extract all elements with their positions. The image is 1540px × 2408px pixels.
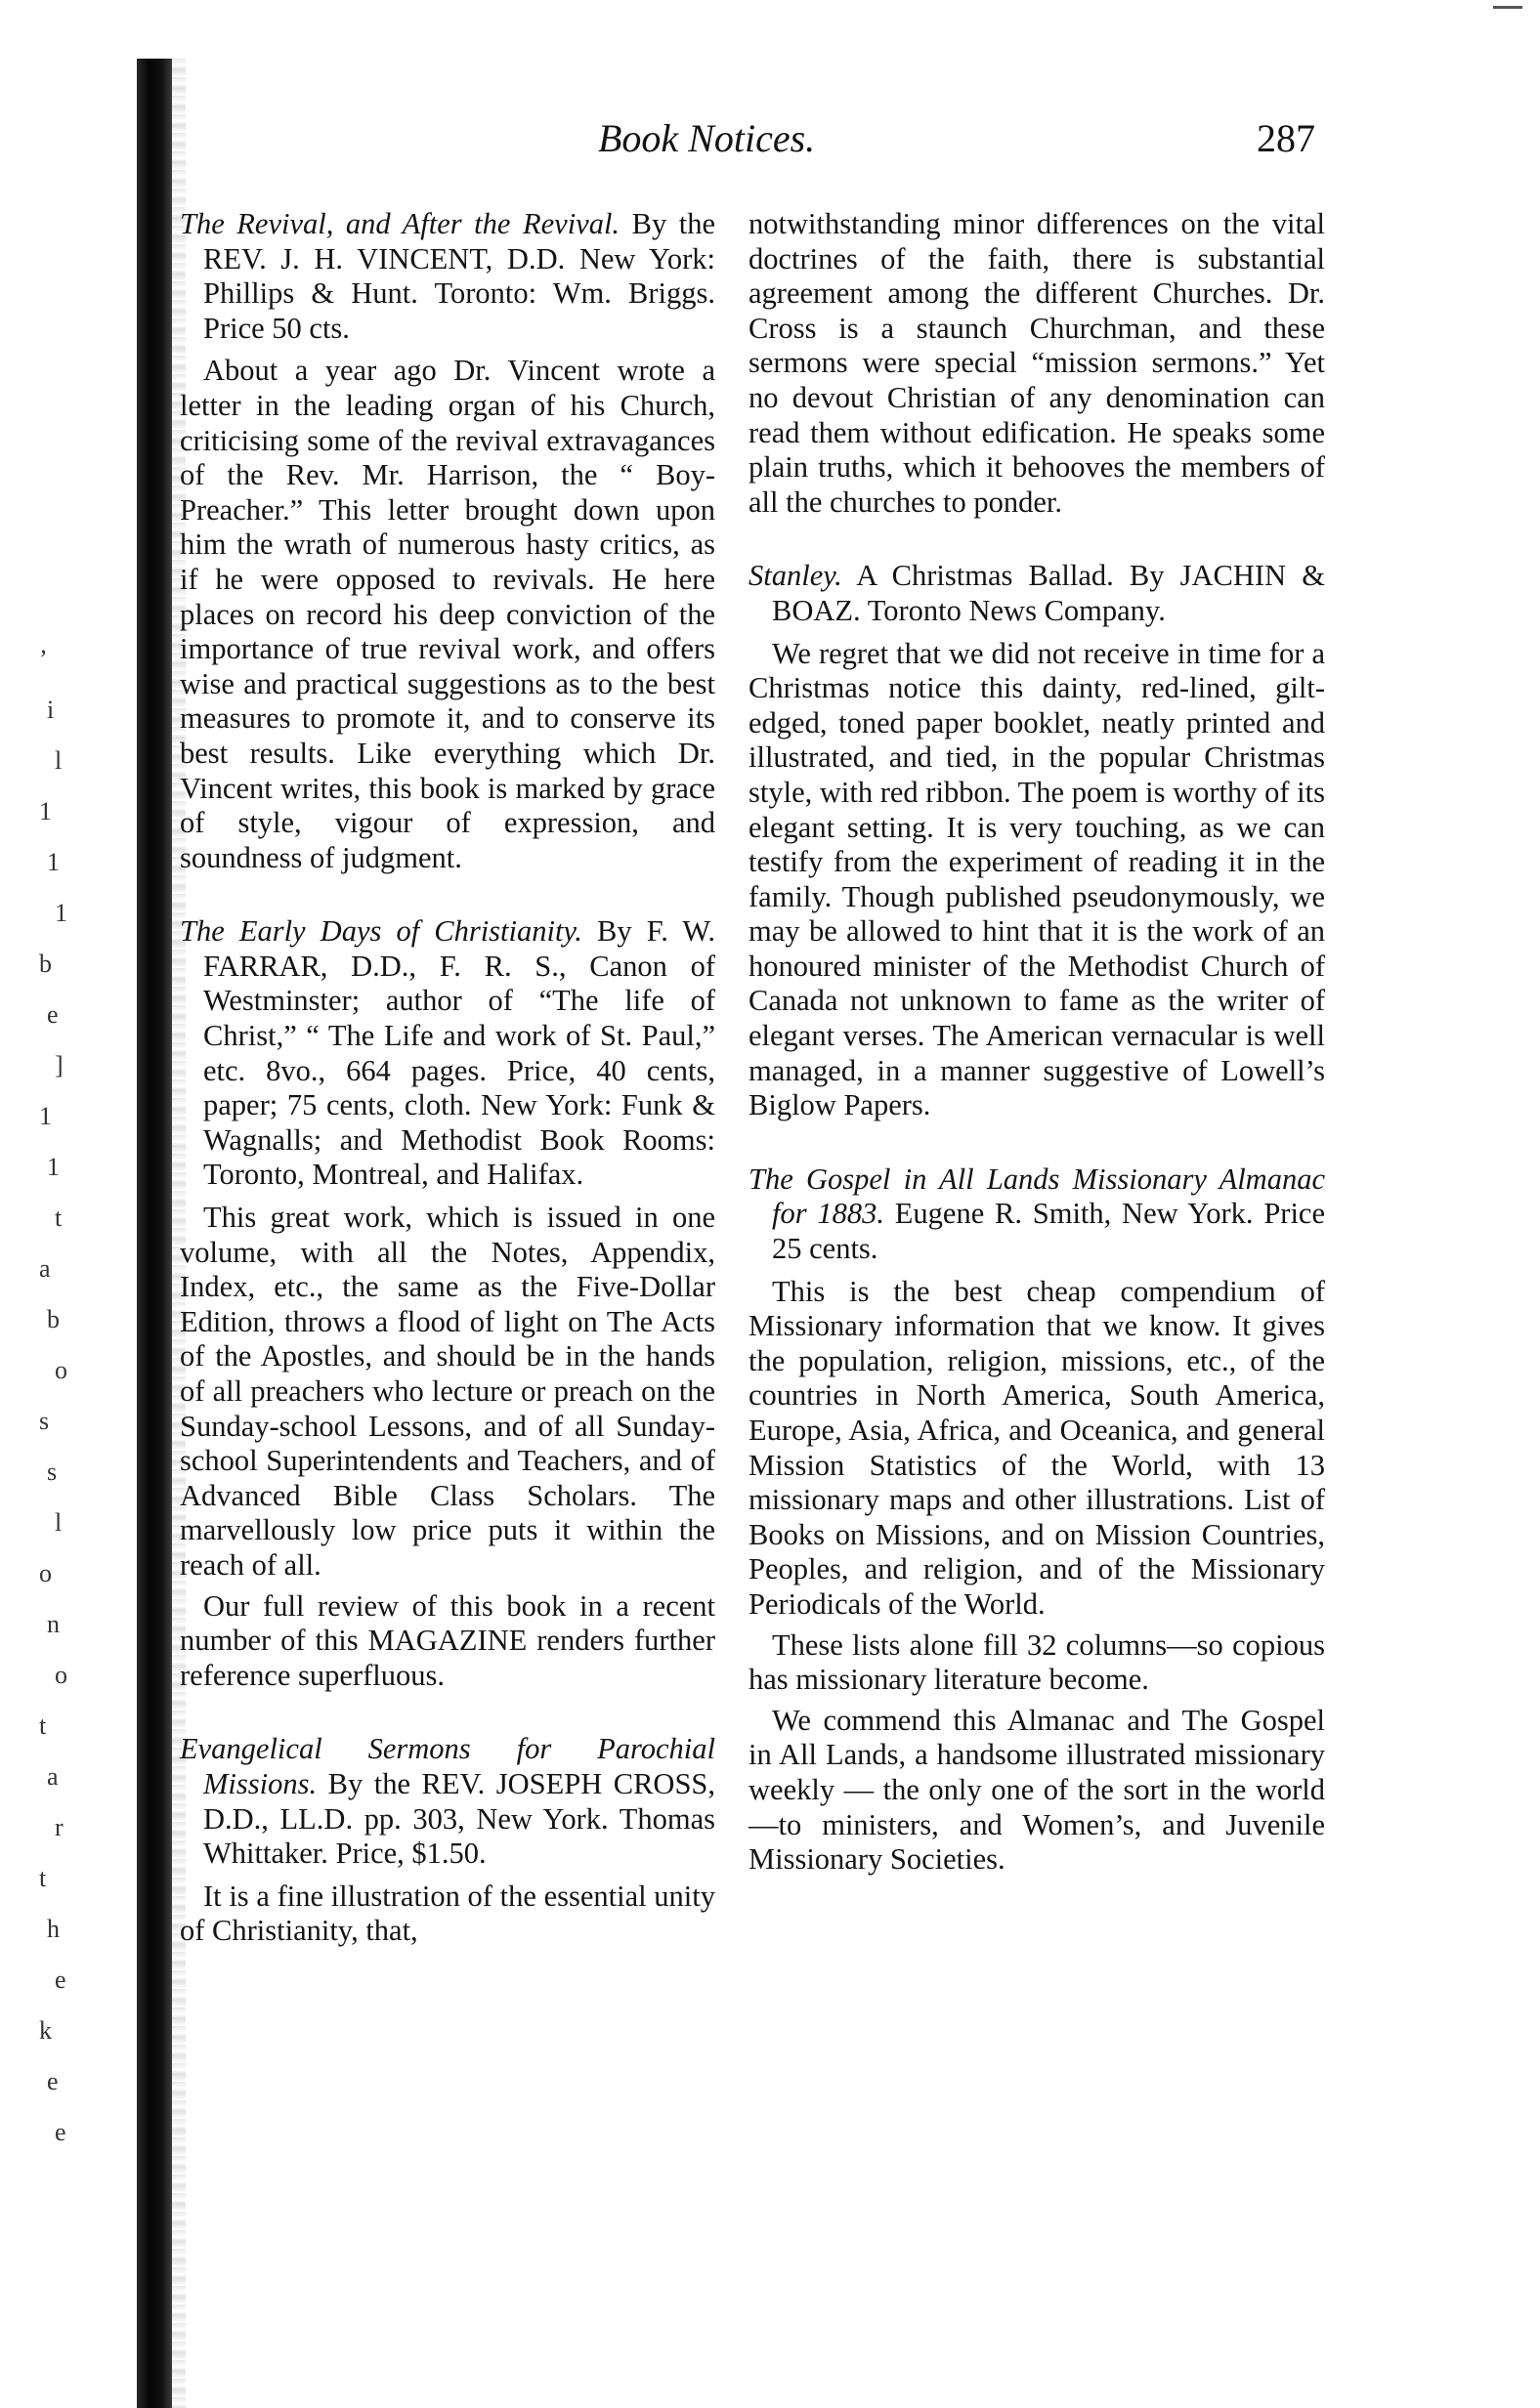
book-details: By F. W. FARRAR, D.D., F. R. S., Canon of Westminster; author of “The life of Christ,” “ The Life and work of St. Paul,” etc. 8vo., 664 pages. Price, 40 cents, paper; 75 cents, cloth. New York: Funk & Wagnalls; and Methodist Book Rooms: Toronto, Montreal, and Halifax.: [203, 914, 715, 1192]
notice-body: [749, 207, 1325, 520]
margin-mark: o: [55, 1356, 67, 1384]
margin-mark: r: [55, 1813, 64, 1841]
margin-mark: e: [47, 1000, 59, 1029]
right-column: [749, 207, 1325, 1917]
margin-mark: o: [55, 1661, 67, 1689]
notice-body: [180, 1880, 715, 1949]
notice-heading: [180, 914, 715, 1193]
book-title: Stanley.: [749, 559, 842, 593]
margin-mark: t: [55, 1204, 63, 1232]
notice-body: [180, 1201, 715, 1693]
margin-mark: 1: [47, 848, 60, 876]
margin-mark: ’: [39, 645, 48, 673]
margin-mark: s: [39, 1407, 50, 1435]
margin-mark: 1: [47, 1153, 60, 1181]
notice-paragraph: It is a fine illustration of the essential unity of Christianity, that,: [180, 1879, 715, 1948]
page-number: 287: [1257, 116, 1315, 160]
book-notice: [749, 1162, 1325, 1878]
margin-mark: l: [55, 746, 63, 775]
notice-paragraph: Our full review of this book in a recent number of this MAGAZINE renders further reference superfluous.: [180, 1588, 715, 1692]
margin-mark: t: [39, 1711, 47, 1740]
book-notice: [180, 207, 715, 875]
notice-heading: [180, 207, 715, 346]
margin-mark: e: [55, 2118, 66, 2146]
margin-mark: b: [47, 1305, 60, 1333]
margin-mark: t: [39, 1864, 47, 1892]
margin-mark: ]: [55, 1051, 64, 1079]
corner-mark: [1493, 6, 1522, 9]
notice-body: [749, 637, 1325, 1123]
margin-bleed-through: [39, 645, 117, 2208]
notice-paragraph: This great work, which is issued in one volume, with all the Notes, Appendix, Index, etc., the same as the Five-Dollar Edition, throws a flood of light on The Acts of the Apostles, and should be in the hands of all preachers who lecture or preach on the Sunday-school Lessons, and of all Sunday-school Superintendents and Teachers, and of Advanced Bible Class Scholars. The marvellously low price puts it within the reach of all.: [180, 1201, 715, 1582]
margin-mark: k: [39, 2016, 52, 2045]
margin-mark: b: [39, 950, 52, 978]
margin-mark: 1: [39, 1102, 52, 1130]
margin-mark: 1: [39, 797, 52, 825]
notice-paragraph: About a year ago Dr. Vincent wrote a letter in the leading organ of his Church, criticising some of the revival extravagances of the Rev. Mr. Harrison, the “ Boy-Preacher.” This letter brought down upon him the wrath of numerous hasty critics, as if he were opposed to revivals. He here places on record his deep conviction of the importance of true revival work, and offers wise and practical suggestions as to the best measures to promote it, and to conserve its best results. Like everything which Dr. Vincent writes, this book is marked by grace of style, vigour of expression, and soundness of judgment.: [180, 354, 715, 874]
book-notice: [180, 1732, 715, 1949]
book-notice: [749, 559, 1325, 1123]
book-details: Eugene R. Smith, New York. Price 25 cents.: [772, 1197, 1325, 1266]
book-title: The Early Days of Christianity.: [180, 914, 582, 949]
margin-mark: i: [47, 696, 55, 724]
notice-continuation: [749, 207, 1325, 520]
left-column: [180, 207, 715, 1988]
notice-heading: [749, 1162, 1325, 1267]
margin-mark: e: [55, 1965, 66, 1994]
continued-paragraph: notwithstanding minor differences on the vital doctrines of the faith, there is substantial agreement among the different Churches. Dr. Cross is a staunch Churchman, and these sermons were special “mission sermons.” Yet no devout Christian of any denomination can read them without edification. He speaks some plain truths, which it behooves the members of all the churches to ponder.: [749, 207, 1325, 519]
book-title: The Revival, and After the Revival.: [180, 207, 620, 240]
notice-paragraph: We regret that we did not receive in time for a Christmas notice this dainty, red-lined, gilt-edged, toned paper booklet, neatly printed and illustrated, and tied, in the popular Christmas style, with red ribbon. The poem is worthy of its elegant setting. It is very touching, as we can testify from the experiment of reading it in the family. Though published pseudonymously, we may be allowed to hint that it is the work of an honoured minister of the Methodist Church of Canada not unknown to fame as the writer of elegant verses. The American vernacular is well managed, in a manner suggestive of Lowell’s Biglow Papers.: [749, 636, 1325, 1122]
notice-body: [749, 1275, 1325, 1878]
notice-body: [180, 354, 715, 875]
margin-mark: n: [47, 1610, 60, 1638]
book-details: By the REV. J. H. VINCENT, D.D. New York: Phillips & Hunt. Toronto: Wm. Briggs. Price 50 cts.: [203, 207, 716, 345]
margin-mark: a: [47, 1762, 59, 1791]
margin-mark: a: [39, 1254, 51, 1283]
margin-mark: h: [47, 1915, 60, 1943]
book-notice: [180, 914, 715, 1693]
book-title: Evangelical Sermons for Parochial Missions.: [180, 1732, 715, 1800]
margin-mark: e: [47, 2067, 59, 2095]
page-header: [195, 115, 1345, 184]
margin-mark: s: [47, 1457, 58, 1486]
book-details: A Christmas Ballad. By JACHIN & BOAZ. Toronto News Company.: [772, 559, 1325, 627]
margin-mark: o: [39, 1559, 52, 1587]
book-details: By the REV. JOSEPH CROSS, D.D., LL.D. pp. 303, New York. Thomas Whittaker. Price, $1.50.: [203, 1766, 716, 1871]
notice-paragraph: These lists alone fill 32 columns—so copious has missionary literature become.: [749, 1627, 1325, 1697]
notice-heading: [180, 1732, 715, 1871]
running-title: Book Notices.: [598, 116, 816, 160]
margin-mark: 1: [55, 899, 67, 927]
notice-paragraph: This is the best cheap compendium of Missionary information that we know. It gives the population, religion, missions, etc., of the countries in North America, South America, Europe, Asia, Africa, and Oceanica, and general Mission Statistics of the World, with 13 missionary maps and other illustrations. List of Books on Missions, and on Mission Countries, Peoples, and religion, and of the Missionary Periodicals of the World.: [749, 1274, 1325, 1621]
notice-heading: [749, 559, 1325, 628]
binding-shadow: [137, 59, 172, 2408]
margin-mark: l: [55, 1508, 63, 1537]
notice-paragraph: We commend this Almanac and The Gospel in All Lands, a handsome illustrated missionary weekly — the only one of the sort in the world—to ministers, and Women’s, and Juvenile Missionary Societies.: [749, 1703, 1325, 1877]
book-title: The Gospel in All Lands Missionary Almanac for 1883.: [749, 1162, 1325, 1231]
